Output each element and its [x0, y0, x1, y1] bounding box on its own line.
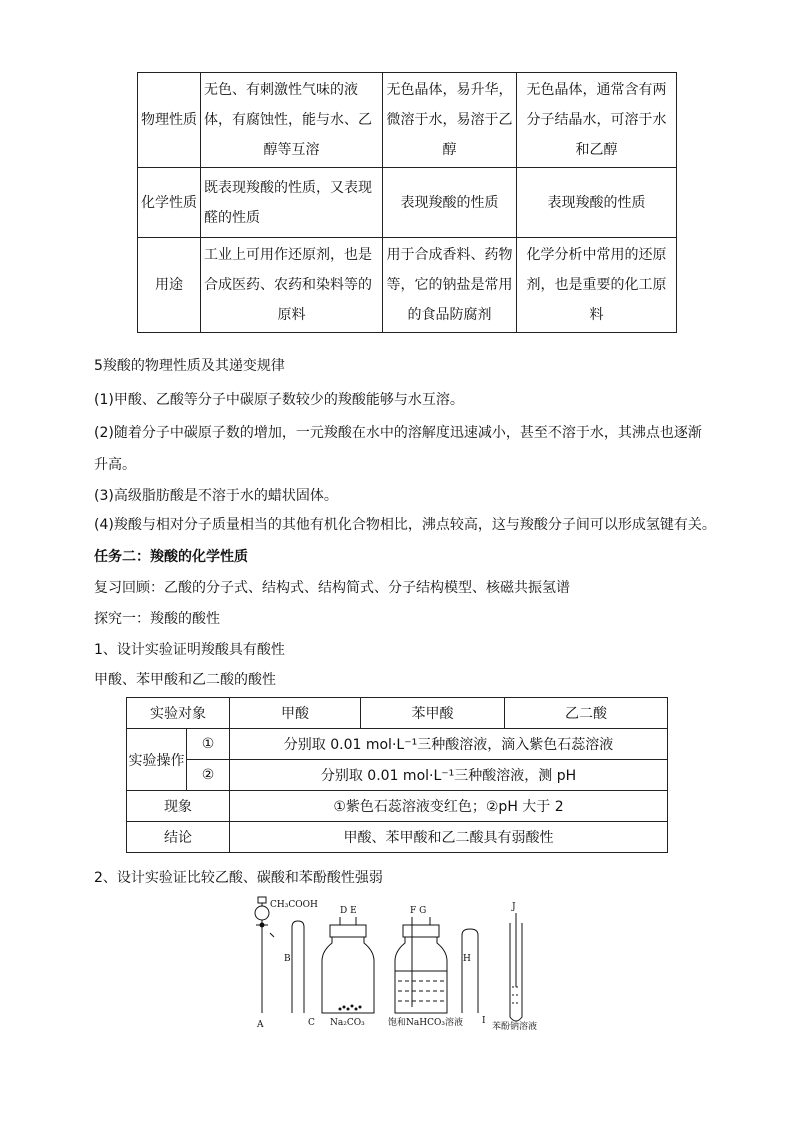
- operation-1-num: ①: [187, 729, 230, 760]
- cell-line: 工业上可用作还原剂，也是: [204, 247, 372, 263]
- cell-line: 微溶于水，易溶于乙: [386, 112, 513, 128]
- header-oxalic: 乙二酸: [505, 698, 668, 729]
- section5-p3: (3)高级脂肪酸是不溶于水的蜡状固体。: [94, 488, 338, 504]
- operation-2-num: ②: [187, 760, 230, 791]
- label-h: H: [463, 954, 471, 964]
- apparatus-diagram: [240, 895, 560, 1035]
- header-benzoic: 苯甲酸: [361, 698, 505, 729]
- cell-line: 的食品防腐剂: [407, 307, 492, 323]
- row-header: 用途: [138, 238, 201, 333]
- row-header: 物理性质: [138, 73, 201, 168]
- cell-line: 体，有腐蚀性，能与水、乙: [204, 112, 372, 128]
- bottle-fg: [395, 937, 447, 1013]
- phenolate-label: 苯酚钠溶液: [492, 1022, 538, 1032]
- phenomenon-label: 现象: [127, 791, 230, 822]
- property-cell: [517, 168, 677, 238]
- conclusion: 甲酸、苯甲酸和乙二酸具有弱酸性: [230, 822, 668, 853]
- conclusion-label: 结论: [127, 822, 230, 853]
- operation-label: 实验操作: [127, 729, 187, 791]
- task2-title: 任务二：羧酸的化学性质: [94, 549, 248, 565]
- cell-line: 醛的性质: [204, 209, 260, 226]
- header-object: 实验对象: [127, 698, 230, 729]
- na2co3-solid: [339, 1005, 362, 1011]
- funnel-bulb: [255, 906, 269, 920]
- properties-row: [138, 238, 677, 333]
- section5-title: 5羧酸的物理性质及其递变规律: [94, 358, 285, 374]
- row-header: 化学性质: [138, 168, 201, 238]
- cell-line: 无色晶体，易升华，: [386, 82, 513, 98]
- stopper-de: [330, 925, 366, 937]
- reagent-top-label: CH₃COOH: [270, 900, 318, 910]
- label-a: A: [257, 1020, 264, 1030]
- explore-line: 探究一：羧酸的酸性: [94, 611, 220, 627]
- phenomenon: ①紫色石蕊溶液变红色；②pH 大于 2: [230, 791, 668, 822]
- cell-line: 剂，也是重要的化工原: [526, 277, 667, 293]
- item1-line: 1、设计实验证明羧酸具有酸性: [94, 642, 285, 658]
- property-cell: [517, 73, 677, 168]
- label-fg: F G: [410, 906, 427, 916]
- cell-line: 无色晶体，通常含有两: [526, 82, 667, 98]
- section5-p4: (4)羧酸与相对分子质量相当的其他有机化合物相比，沸点较高，这与羧酸分子间可以形成氢键有关。: [94, 517, 716, 533]
- review-line: 复习回顾：乙酸的分子式、结构式、结构简式、分子结构模型、核磁共振氢谱: [94, 580, 570, 596]
- section5-p2b: 升高。: [94, 457, 136, 473]
- properties-row: [138, 73, 677, 168]
- operation-1: 分别取 0.01 mol·L⁻¹三种酸溶液，滴入紫色石蕊溶液: [230, 729, 668, 760]
- label-i: I: [482, 1016, 486, 1026]
- experiment-table: [126, 697, 668, 853]
- cell-line: 合成医药、农药和染料等的: [204, 277, 372, 293]
- label-j: J: [512, 902, 516, 912]
- label-c: C: [308, 1018, 315, 1028]
- property-cell: [383, 168, 517, 238]
- cell-line: 无色、有刺激性气味的液: [204, 82, 358, 98]
- property-cell: [201, 238, 383, 333]
- funnel-stopper: [258, 897, 266, 903]
- tube-bc: [292, 921, 304, 1013]
- cell-line: 表现羧酸的性质: [547, 194, 646, 211]
- tube-hi: [462, 929, 478, 1013]
- cell-line: 化学分析中常用的还原: [526, 247, 667, 263]
- subtitle-line: 甲酸、苯甲酸和乙二酸的酸性: [94, 672, 276, 688]
- cell-line: 用于合成香料、药物: [386, 247, 513, 263]
- property-cell: [383, 238, 517, 333]
- cell-line: 和乙醇: [575, 142, 618, 158]
- cell-line: 既表现羧酸的性质，又表现: [204, 179, 372, 196]
- property-cell: [201, 168, 383, 238]
- label-b: B: [284, 954, 291, 964]
- cell-line: 醇等互溶: [263, 142, 320, 158]
- header-formic: 甲酸: [230, 698, 361, 729]
- cell-line: 料: [589, 307, 604, 323]
- properties-row: [138, 168, 677, 238]
- bottle-de: [322, 937, 374, 1013]
- properties-table: [137, 72, 677, 333]
- cell-line: 表现羧酸的性质: [400, 194, 499, 211]
- operation-2: 分别取 0.01 mol·L⁻¹三种酸溶液，测 pH: [230, 760, 668, 791]
- label-de: D E: [340, 906, 357, 916]
- na2co3-label: Na₂CO₃: [330, 1018, 365, 1028]
- cell-line: 醇: [442, 142, 457, 158]
- item2-line: 2、设计实验证比较乙酸、碳酸和苯酚酸性强弱: [94, 870, 383, 886]
- cell-line: 原料: [277, 307, 306, 323]
- cell-line: 分子结晶水，可溶于水: [526, 112, 667, 128]
- property-cell: [383, 73, 517, 168]
- property-cell: [517, 238, 677, 333]
- stopper-fg: [403, 925, 439, 937]
- property-cell: [201, 73, 383, 168]
- cell-line: 等，它的钠盐是常用: [386, 277, 513, 293]
- nahco3-label: 饱和NaHCO₃溶液: [388, 1018, 463, 1028]
- section5-p1: (1)甲酸、乙酸等分子中碳原子数较少的羧酸能够与水互溶。: [94, 392, 464, 408]
- section5-p2a: (2)随着分子中碳原子数的增加，一元羧酸在水中的溶解度迅速减小，甚至不溶于水，其沸点也逐渐: [94, 425, 702, 441]
